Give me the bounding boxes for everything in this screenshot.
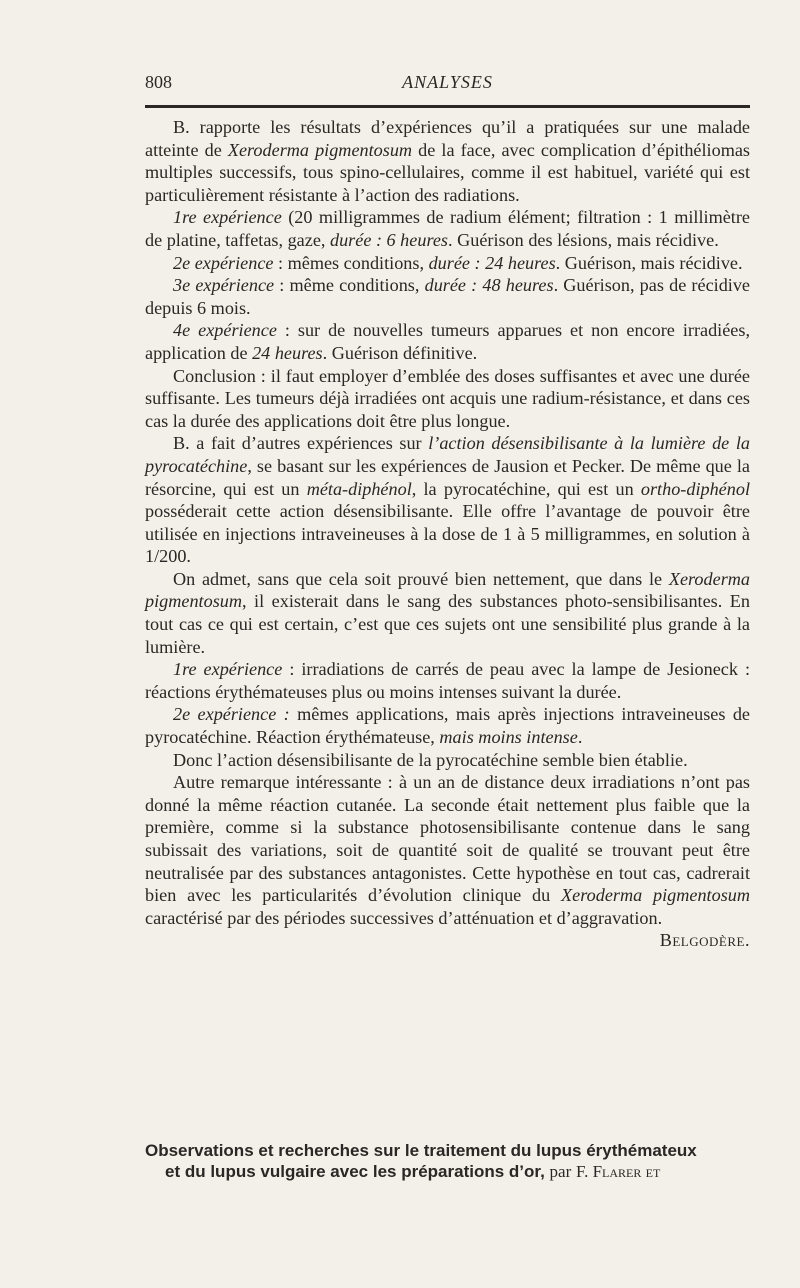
text-run: : irradiations de carrés de peau avec la lampe de Jesioneck : réactions érythémateuses plus ou moins intenses suivant la durée.	[145, 659, 750, 702]
text-run: : sur de nouvelles tumeurs apparues et non encore irradiées, application de	[145, 320, 750, 363]
italic-text: durée : 24 heures	[428, 252, 556, 273]
text-run: caractérisé par des périodes successives d’atténuation et d’aggravation.	[145, 907, 663, 928]
paragraph	[145, 771, 750, 951]
text-run: .	[577, 727, 583, 748]
paragraph	[145, 319, 750, 364]
next-article-par: par	[549, 1162, 572, 1181]
text-run: . Guérison des lésions, mais récidive.	[448, 229, 719, 250]
italic-text: l’action désensibilisante à la lumière de la pyrocatéchine	[145, 433, 750, 476]
text-run: On admet, sans que cela soit prouvé bien nettement, que dans le	[173, 568, 669, 589]
next-article-title-line2: et du lupus vulgaire avec les préparations d’or,	[165, 1162, 545, 1181]
italic-text: mais moins intense	[439, 727, 578, 748]
italic-text: 2e expérience	[173, 252, 274, 273]
paragraph	[145, 658, 750, 703]
text-run: B. rapporte les résultats d’expériences qu’il a pratiquées sur une malade atteinte de	[145, 117, 750, 160]
paragraph	[145, 432, 750, 568]
running-title: ANALYSES	[402, 72, 493, 92]
text-run: de la face, avec complication d’épithéliomas multiples successifs, tous spino-cellulaires, comme il est habituel, variété qui est particulièrement résistante à l’action des radiations.	[145, 139, 750, 205]
italic-text: 4e expérience	[173, 320, 277, 341]
text-run: (20 milligrammes de radium élément; filtration : 1 millimètre de platine, taffetas, gaze,	[145, 207, 750, 250]
paragraph	[145, 206, 750, 251]
next-article-author: F. Flarer et	[575, 1162, 661, 1181]
text-run: : même conditions,	[274, 275, 425, 296]
italic-text: 1re expérience	[173, 659, 283, 680]
page-number: 808	[145, 72, 172, 92]
paragraph	[145, 749, 750, 772]
paragraph	[145, 568, 750, 658]
next-article-title-line1: Observations et recherches sur le traitement du lupus érythémateux	[145, 1141, 697, 1160]
article-body	[145, 116, 750, 952]
text-run: posséderait cette action désensibilisante. Elle offre l’avantage de pouvoir être utilisée en injections intraveineuses à la dose de 1 à 5 milligrammes, en solution à 1/200.	[145, 501, 750, 567]
paragraph	[145, 252, 750, 275]
text-run: . Guérison définitive.	[322, 342, 478, 363]
italic-text: Xeroderma pigmentosum	[561, 885, 750, 906]
author-signature: Belgodère.	[659, 930, 750, 951]
paragraph	[145, 365, 750, 433]
italic-text: méta-diphénol	[306, 478, 412, 499]
text-run: Conclusion : il faut employer d’emblée des doses suffisantes et avec une durée suffisante. Les tumeurs déjà irradiées ont acquis une radium-résistance, et dans ces cas la durée des applications doit être plus longue.	[145, 365, 750, 431]
paragraph	[145, 703, 750, 748]
paragraph	[145, 116, 750, 206]
italic-text: ortho-diphénol	[640, 478, 750, 499]
text-run: Autre remarque intéressante : à un an de distance deux irradiations n’ont pas donné la même réaction cutanée. La seconde était nettement plus faible que la première, comme si la substance photosensibilisante contenue dans le sang subissait des variations, soit de quantité soit de qualité se trouvant peut être neutralisée par des substances antagonistes. Cette hypothèse en tout cas, cadrerait bien avec les particularités d’évolution clinique du	[145, 772, 750, 906]
text-run: B. a fait d’autres expériences sur	[173, 433, 429, 454]
italic-text: 24 heures	[252, 342, 323, 363]
text-run: , il existerait dans le sang des substances photo-sensibilisantes. En tout cas ce qui est certain, c’est que ces sujets ont une sensibilité plus grande à la lumière.	[145, 591, 750, 657]
italic-text: durée : 48 heures	[424, 275, 554, 296]
text-run: mêmes applications, mais après injections intraveineuses de pyrocatéchine. Réaction érythémateuse,	[145, 704, 750, 748]
italic-text: Xeroderma pigmentosum	[227, 139, 413, 160]
italic-text: 2e expérience :	[173, 704, 290, 725]
header-rule	[145, 105, 750, 108]
paragraph	[145, 274, 750, 319]
next-article-title	[145, 1140, 757, 1182]
italic-text: Xeroderma pigmentosum	[145, 568, 750, 612]
italic-text: durée : 6 heures	[329, 229, 448, 250]
italic-text: 3e expérience	[173, 275, 275, 296]
text-run: , la pyrocatéchine, qui est un	[411, 478, 641, 499]
text-run: Donc l’action désensibilisante de la pyrocatéchine semble bien établie.	[173, 749, 688, 770]
italic-text: 1re expérience	[173, 207, 282, 228]
text-run: . Guérison, mais récidive.	[555, 252, 743, 273]
text-run: , se basant sur les expériences de Jausion et Pecker. De même que la résorcine, qui est un	[145, 455, 750, 499]
text-run: . Guérison, pas de récidive depuis 6 mois.	[145, 275, 751, 318]
text-run: : mêmes conditions,	[273, 252, 429, 273]
page-header	[145, 72, 750, 100]
